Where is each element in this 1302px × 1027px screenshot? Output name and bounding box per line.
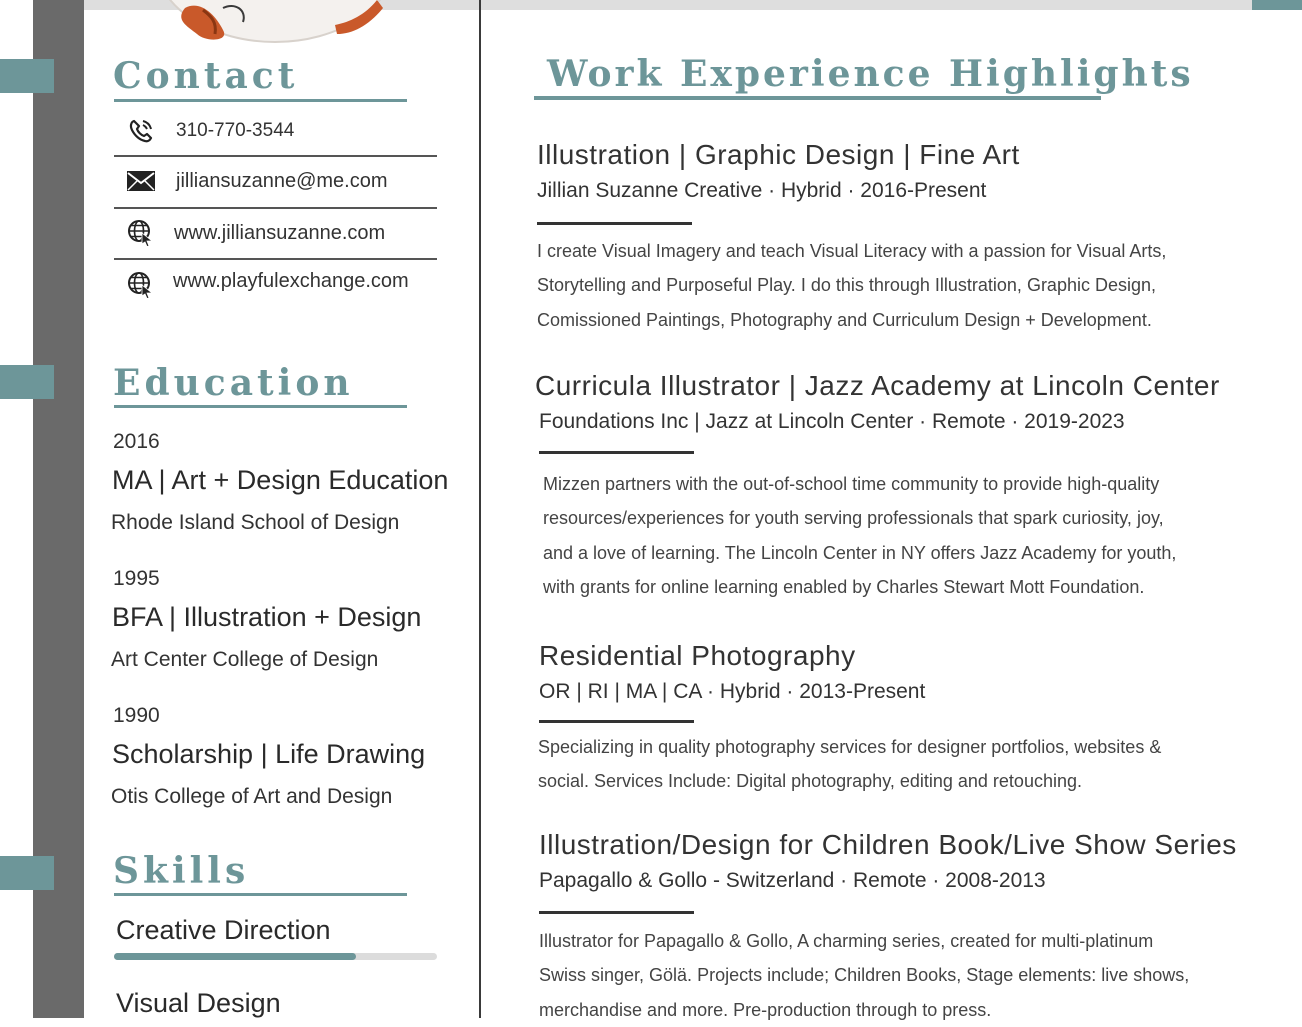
- job-title: Illustration | Graphic Design | Fine Art: [537, 139, 1020, 170]
- contact-phone[interactable]: [114, 116, 437, 146]
- email-text: jilliansuzanne@me.com: [176, 169, 388, 192]
- education-school: Rhode Island School of Design: [111, 511, 400, 534]
- contact-heading-rule: [114, 99, 407, 102]
- job-description: Illustrator for Papagallo & Gollo, A charming series, created for multi-platinum Swiss singer, Gölä. Projects include; Children Books, Stage elements: live shows, merchandise and more. Pre-production through to press.: [539, 931, 1190, 1020]
- education-heading: Education: [113, 362, 354, 404]
- skills-tab-marker: [0, 856, 54, 890]
- contact-heading: Contact: [113, 55, 299, 97]
- contact-email[interactable]: [114, 166, 437, 196]
- avatar: [145, 0, 395, 45]
- contact-website-1[interactable]: [114, 218, 437, 248]
- work-heading: Work Experience Highlights: [547, 53, 1194, 95]
- education-heading-rule: [114, 405, 407, 408]
- contact-divider: [114, 258, 437, 260]
- education-year: 2016: [113, 430, 160, 453]
- education-degree: MA | Art + Design Education: [112, 465, 449, 495]
- contact-tab-marker: [0, 59, 54, 93]
- education-tab-marker: [0, 365, 54, 399]
- job-meta: OR | RI | MA | CA · Hybrid · 2013-Present: [539, 680, 926, 703]
- job-title: Curricula Illustrator | Jazz Academy at Lincoln Center: [535, 370, 1220, 401]
- education-school: Otis College of Art and Design: [111, 785, 393, 808]
- globe-icon: [126, 270, 156, 300]
- skills-heading: Skills: [113, 850, 250, 892]
- contact-divider: [114, 207, 437, 209]
- job-description: Specializing in quality photography services for designer portfolios, websites & social. Services Include: Digital photography, editing and retouching.: [538, 737, 1162, 792]
- website-text: www.playfulexchange.com: [173, 269, 409, 292]
- education-degree: BFA | Illustration + Design: [112, 602, 422, 632]
- contact-divider: [114, 155, 437, 157]
- job-rule: [539, 720, 694, 723]
- website-text: www.jilliansuzanne.com: [174, 221, 386, 244]
- education-year: 1990: [113, 704, 160, 727]
- job-title: Illustration/Design for Children Book/Live Show Series: [539, 829, 1237, 860]
- work-heading-rule: [534, 96, 1101, 100]
- job-description: Mizzen partners with the out-of-school time community to provide high-quality resources/experiences for youth serving professionals that spark curiosity, joy, and a love of learning. The Lincoln Center in NY offers Jazz Academy for youth, with grants for online learning enabled by Charles Stewart Mott Foundation.: [543, 474, 1177, 597]
- education-year: 1995: [113, 567, 160, 590]
- job-title: Residential Photography: [539, 640, 856, 671]
- phone-icon: [126, 116, 156, 146]
- envelope-icon: [126, 166, 156, 196]
- education-school: Art Center College of Design: [111, 648, 379, 671]
- column-divider: [479, 0, 481, 1018]
- skill-label: Visual Design: [116, 988, 281, 1018]
- skill-bar-fill: [114, 953, 356, 960]
- contact-website-2[interactable]: [114, 270, 437, 300]
- skills-heading-rule: [114, 893, 407, 896]
- job-meta: Papagallo & Gollo - Switzerland · Remote · 2008-2013: [539, 869, 1046, 892]
- skill-label: Creative Direction: [116, 915, 331, 945]
- job-meta: Jillian Suzanne Creative · Hybrid · 2016-Present: [537, 179, 987, 202]
- job-meta: Foundations Inc | Jazz at Lincoln Center · Remote · 2019-2023: [539, 410, 1125, 433]
- phone-text: 310-770-3544: [176, 120, 295, 141]
- globe-icon: [126, 218, 156, 248]
- job-rule: [539, 451, 694, 454]
- job-description: I create Visual Imagery and teach Visual Literacy with a passion for Visual Arts, Storytelling and Purposeful Play. I do this through Illustration, Graphic Design, Comissioned Paintings, Photography and Curriculum Design + Development.: [537, 241, 1167, 330]
- job-rule: [539, 911, 694, 914]
- job-rule: [537, 222, 692, 225]
- education-degree: Scholarship | Life Drawing: [112, 739, 426, 769]
- top-right-marker: [1252, 0, 1302, 10]
- skill-bar: [114, 953, 437, 960]
